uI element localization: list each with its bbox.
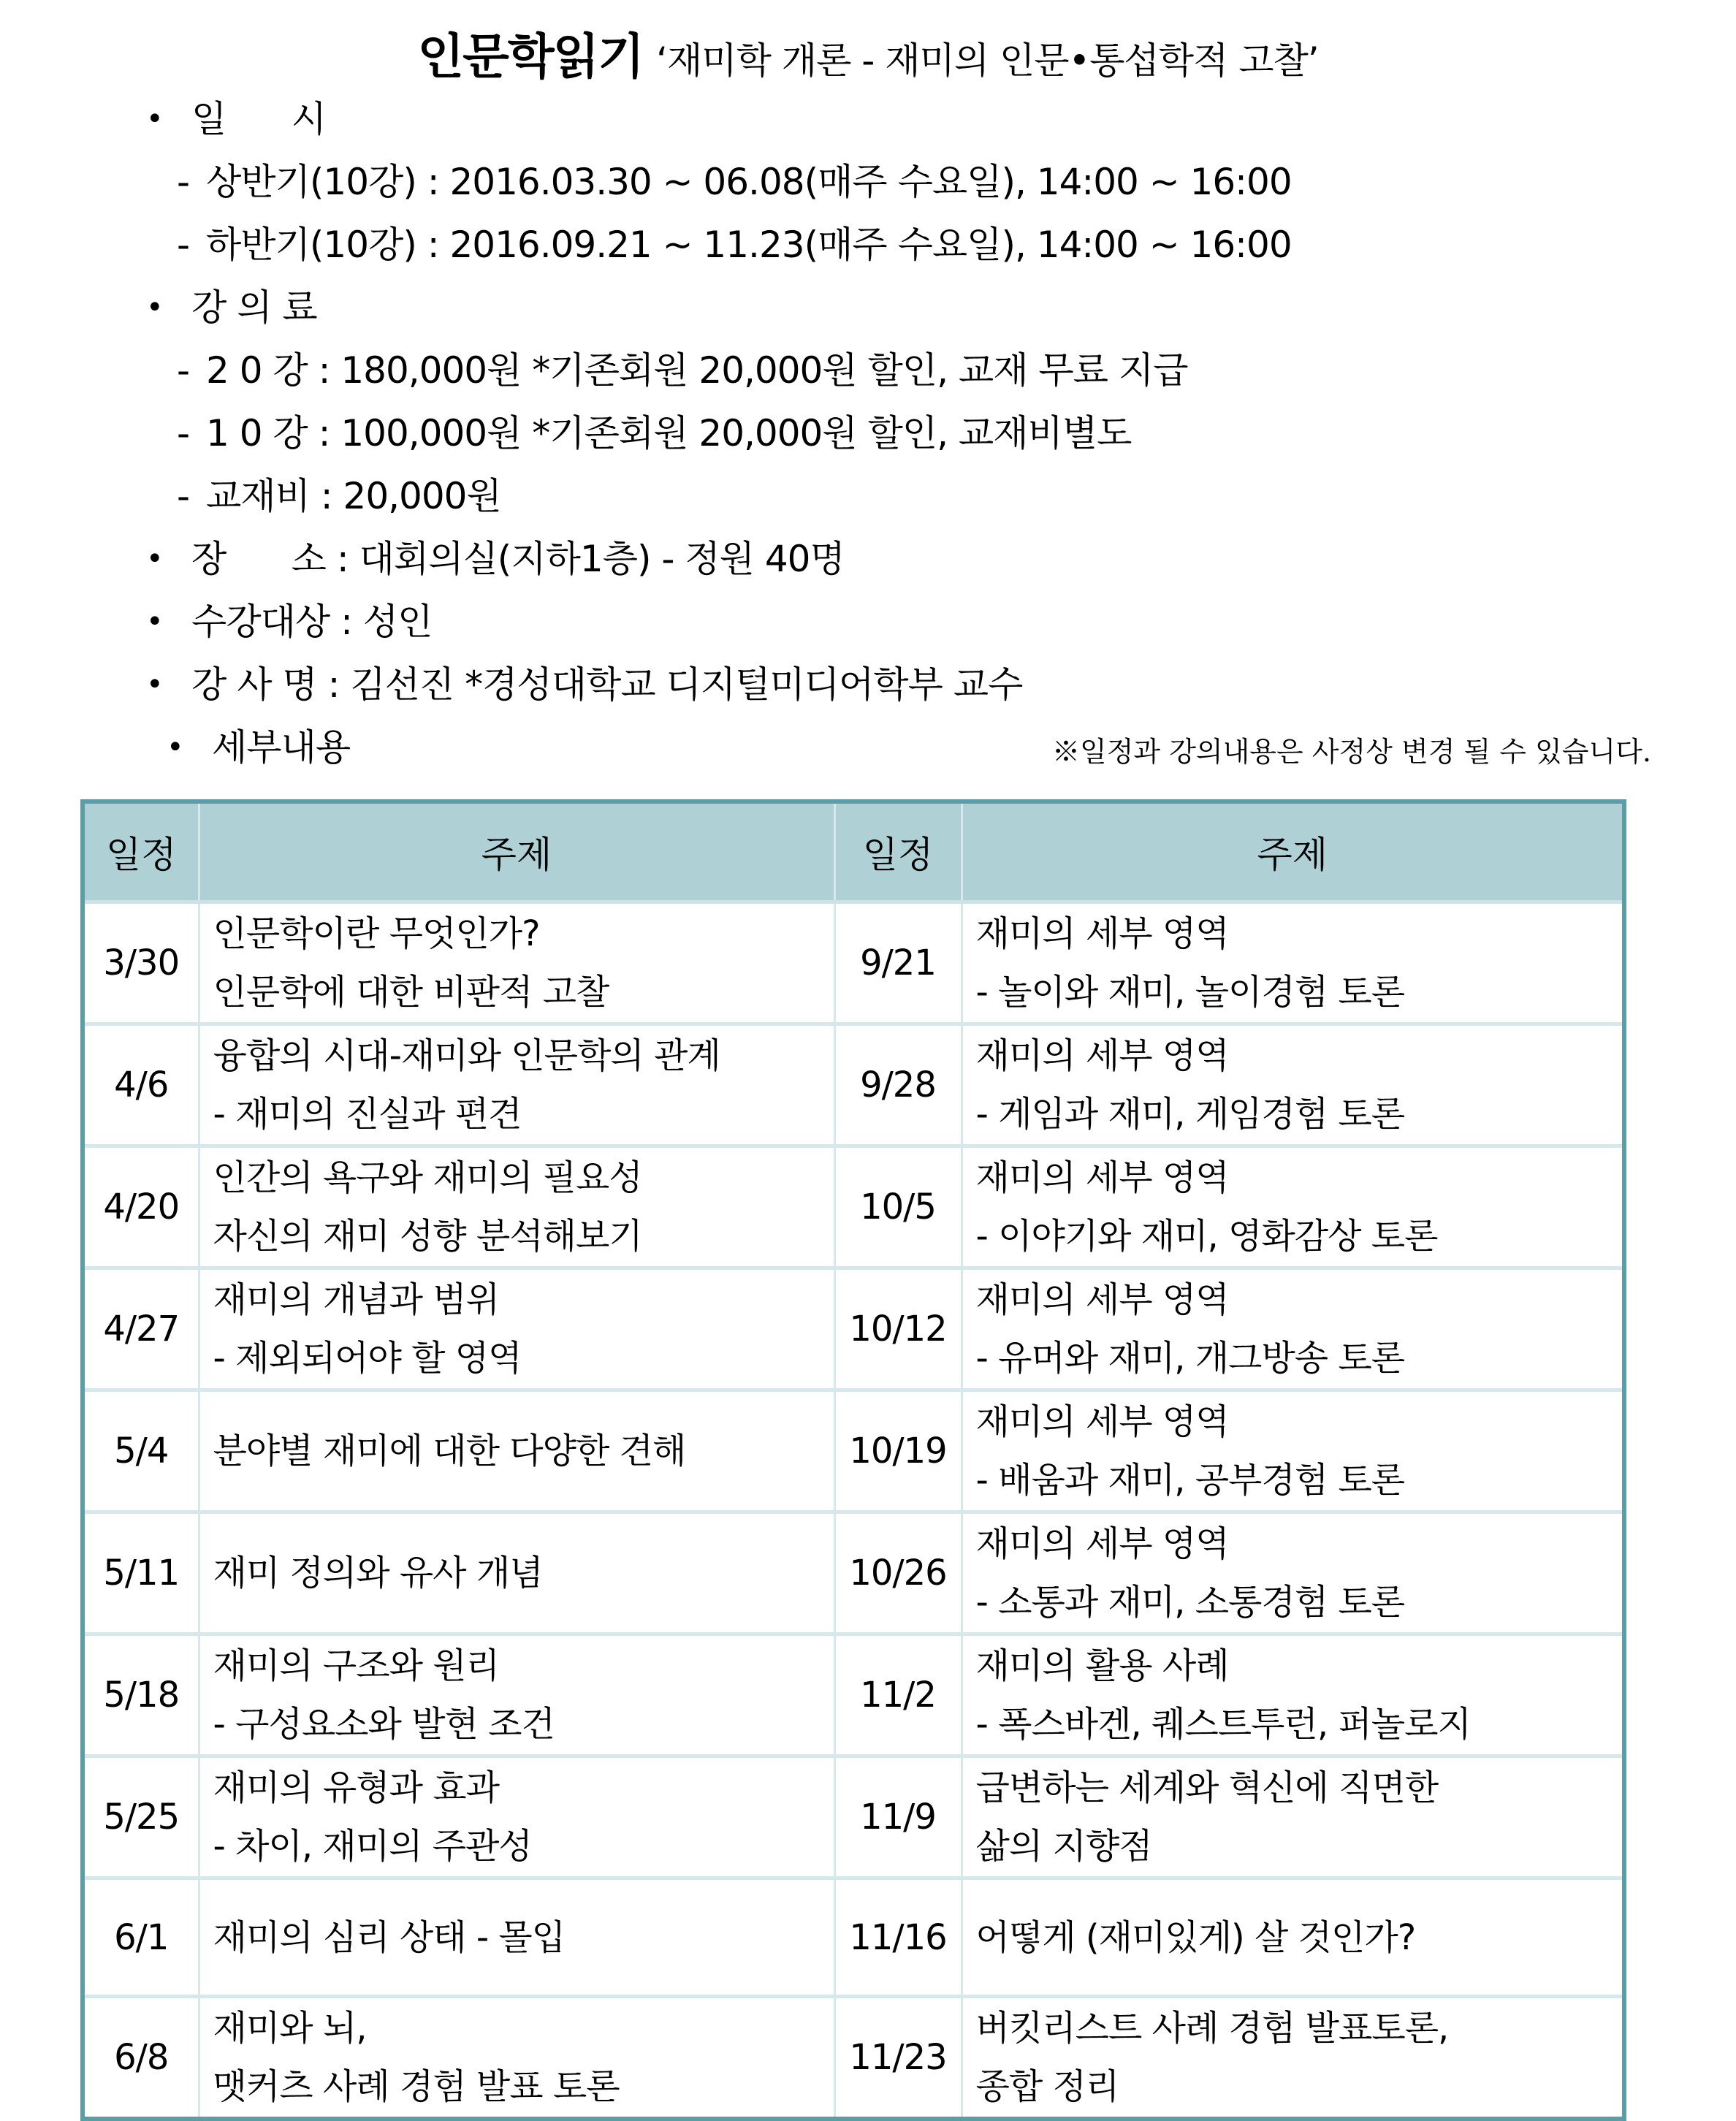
topic-line: 인문학에 대한 비판적 고찰 <box>213 972 609 1013</box>
dash-icon: - <box>177 475 190 517</box>
course-info <box>146 88 1651 779</box>
title-main: 인문학읽기 <box>417 28 644 85</box>
second-half-topic <box>962 1878 1622 1997</box>
second-half-date: 10/19 <box>834 1390 962 1512</box>
info-schedule-heading <box>146 88 1651 151</box>
topic-line: 재미의 개념과 범위 <box>213 1279 499 1320</box>
bullet-icon: • <box>146 102 163 136</box>
schedule-item: - 하반기(10강) : 2016.09.21 ~ 11.23(매주 수요일), 14:00 ~ 16:00 <box>146 213 1651 276</box>
topic-line: 융합의 시대-재미와 인문학의 관계 <box>213 1035 720 1076</box>
first-half-date: 5/4 <box>85 1390 199 1512</box>
topic-line: 인간의 욕구와 재미의 필요성 <box>213 1157 642 1198</box>
first-half-topic <box>199 1997 834 2117</box>
first-half-date: 5/11 <box>85 1512 199 1634</box>
topic-line: - 유머와 재미, 개그방송 토론 <box>975 1338 1405 1379</box>
table-row <box>85 1634 1622 1756</box>
second-half-date: 11/9 <box>834 1756 962 1878</box>
topic-line: 버킷리스트 사례 경험 발표토론, <box>975 2008 1449 2049</box>
dash-icon: - <box>177 161 190 203</box>
first-half-topic <box>199 1024 834 1146</box>
fee-label: 강 의 료 <box>191 286 317 329</box>
first-half-date: 4/27 <box>85 1268 199 1390</box>
topic-line: 삶의 지향점 <box>975 1826 1152 1867</box>
topic-line: 재미의 세부 영역 <box>975 1035 1229 1076</box>
second-half-topic <box>962 902 1622 1024</box>
bullet-icon: • <box>146 291 163 324</box>
second-half-date: 11/2 <box>834 1634 962 1756</box>
first-half-date: 5/18 <box>85 1634 199 1756</box>
topic-line: - 놀이와 재미, 놀이경험 토론 <box>975 972 1405 1013</box>
schedule-item: - 상반기(10강) : 2016.03.30 ~ 06.08(매주 수요일), 14:00 ~ 16:00 <box>146 151 1651 213</box>
topic-line: 재미의 세부 영역 <box>975 913 1229 954</box>
second-half-date: 10/26 <box>834 1512 962 1634</box>
topic-line: - 이야기와 재미, 영화감상 토론 <box>975 1216 1438 1257</box>
header-date: 일정 <box>834 804 962 902</box>
first-half-date: 4/20 <box>85 1146 199 1268</box>
topic-line: - 재미의 진실과 편견 <box>213 1094 522 1135</box>
first-half-date: 3/30 <box>103 943 180 983</box>
info-details-heading: • 세부내용 ※일정과 강의내용은 사정상 변경 될 수 있습니다. <box>146 716 1651 779</box>
first-half-date: 6/1 <box>85 1878 199 1997</box>
topic-line: 맷커츠 사례 경험 발표 토론 <box>213 2066 620 2107</box>
info-venue: • 장 소 : 대회의실(지하1층) - 정원 40명 <box>146 528 1651 590</box>
second-half-topic <box>962 1756 1622 1878</box>
header-topic: 주제 <box>199 804 834 902</box>
bullet-icon: • <box>146 542 163 576</box>
first-half-topic <box>199 1268 834 1390</box>
table-row <box>85 1390 1622 1512</box>
second-half-topic <box>962 1024 1622 1146</box>
header-date: 일정 <box>85 804 199 902</box>
topic-line: 재미의 세부 영역 <box>975 1401 1229 1442</box>
topic-line: - 배움과 재미, 공부경험 토론 <box>975 1460 1405 1501</box>
topic-line: 재미의 유형과 효과 <box>213 1767 499 1808</box>
topic-line: - 제외되어야 할 영역 <box>213 1338 522 1379</box>
dash-icon: - <box>177 349 190 392</box>
dash-icon: - <box>177 412 190 454</box>
topic-line: 분야별 재미에 대한 다양한 견해 <box>213 1431 686 1471</box>
info-fee-heading <box>146 276 1651 339</box>
table-body <box>85 902 1622 2117</box>
second-half-date: 10/5 <box>834 1146 962 1268</box>
second-half-date: 10/12 <box>834 1268 962 1390</box>
topic-line: - 소통과 재미, 소통경험 토론 <box>975 1582 1405 1623</box>
second-half-topic <box>962 1634 1622 1756</box>
header-topic: 주제 <box>962 804 1622 902</box>
first-half-topic <box>199 1634 834 1756</box>
second-half-topic <box>962 1146 1622 1268</box>
topic-line: 재미의 세부 영역 <box>975 1279 1229 1320</box>
dash-icon: - <box>177 224 190 266</box>
change-notice: ※일정과 강의내용은 사정상 변경 될 수 있습니다. <box>1051 736 1651 768</box>
table-row <box>85 1512 1622 1634</box>
second-half-topic <box>962 1268 1622 1390</box>
first-half-topic <box>199 1390 834 1512</box>
table-row <box>85 1146 1622 1268</box>
info-instructor: • 강 사 명 : 김선진 *경성대학교 디지털미디어학부 교수 <box>146 653 1651 716</box>
bullet-icon: • <box>146 668 163 701</box>
second-half-date: 11/23 <box>834 1997 962 2117</box>
schedule-label: 일 시 <box>191 98 326 140</box>
topic-line: 자신의 재미 성향 분석해보기 <box>213 1216 642 1257</box>
first-half-topic <box>199 1146 834 1268</box>
first-half-date: 6/8 <box>85 1997 199 2117</box>
topic-line: 재미와 뇌, <box>213 2008 367 2049</box>
topic-line: - 폭스바겐, 퀘스트투런, 퍼놀로지 <box>975 1704 1471 1745</box>
document-title <box>0 18 1736 87</box>
topic-line: 종합 정리 <box>975 2066 1119 2107</box>
table-row <box>85 1268 1622 1390</box>
second-half-topic <box>962 1390 1622 1512</box>
second-half-date: 11/16 <box>834 1878 962 1997</box>
bullet-icon: • <box>146 605 163 639</box>
table-row <box>85 1024 1622 1146</box>
fee-item: - 2 0 강 : 180,000원 *기존회원 20,000원 할인, 교재 무료 지급 <box>146 339 1651 402</box>
table-row <box>85 1997 1622 2117</box>
table-row <box>85 1878 1622 1997</box>
lecture-schedule-table <box>80 799 1626 2121</box>
topic-line: - 구성요소와 발현 조건 <box>213 1704 555 1745</box>
second-half-date: 9/21 <box>834 902 962 1024</box>
first-half-topic <box>199 1878 834 1997</box>
topic-line: 재미의 활용 사례 <box>975 1645 1229 1686</box>
topic-line: - 게임과 재미, 게임경험 토론 <box>975 1094 1405 1135</box>
fee-item: - 교재비 : 20,000원 <box>146 465 1651 528</box>
first-half-date: 5/25 <box>85 1756 199 1878</box>
fee-item: - 1 0 강 : 100,000원 *기존회원 20,000원 할인, 교재비별도 <box>146 402 1651 465</box>
table-row <box>85 902 1622 1024</box>
topic-line: 재미의 구조와 원리 <box>213 1645 499 1686</box>
table-row <box>85 1756 1622 1878</box>
second-half-date: 9/28 <box>834 1024 962 1146</box>
bullet-icon: • <box>167 731 183 764</box>
topic-line: 어떻게 (재미있게) 살 것인가? <box>975 1916 1416 1958</box>
second-half-topic <box>962 1997 1622 2117</box>
topic-line: 재미의 세부 영역 <box>975 1157 1229 1198</box>
title-subtitle: ‘재미학 개론 - 재미의 인문•통섭학적 고찰’ <box>656 39 1319 82</box>
first-half-topic <box>199 1756 834 1878</box>
topic-line: 급변하는 세계와 혁신에 직면한 <box>975 1767 1439 1808</box>
second-half-topic <box>962 1512 1622 1634</box>
topic-line: - 차이, 재미의 주관성 <box>213 1826 532 1867</box>
table-header-row <box>85 804 1622 902</box>
info-audience: • 수강대상 : 성인 <box>146 590 1651 653</box>
topic-line: 재미의 심리 상태 - 몰입 <box>213 1916 566 1958</box>
first-half-date: 4/6 <box>85 1024 199 1146</box>
topic-line: 재미의 세부 영역 <box>975 1523 1229 1564</box>
first-half-topic <box>199 1512 834 1634</box>
first-half-topic <box>199 902 834 1024</box>
topic-line: 재미 정의와 유사 개념 <box>213 1553 543 1593</box>
topic-line: 인문학이란 무엇인가? <box>213 913 540 954</box>
